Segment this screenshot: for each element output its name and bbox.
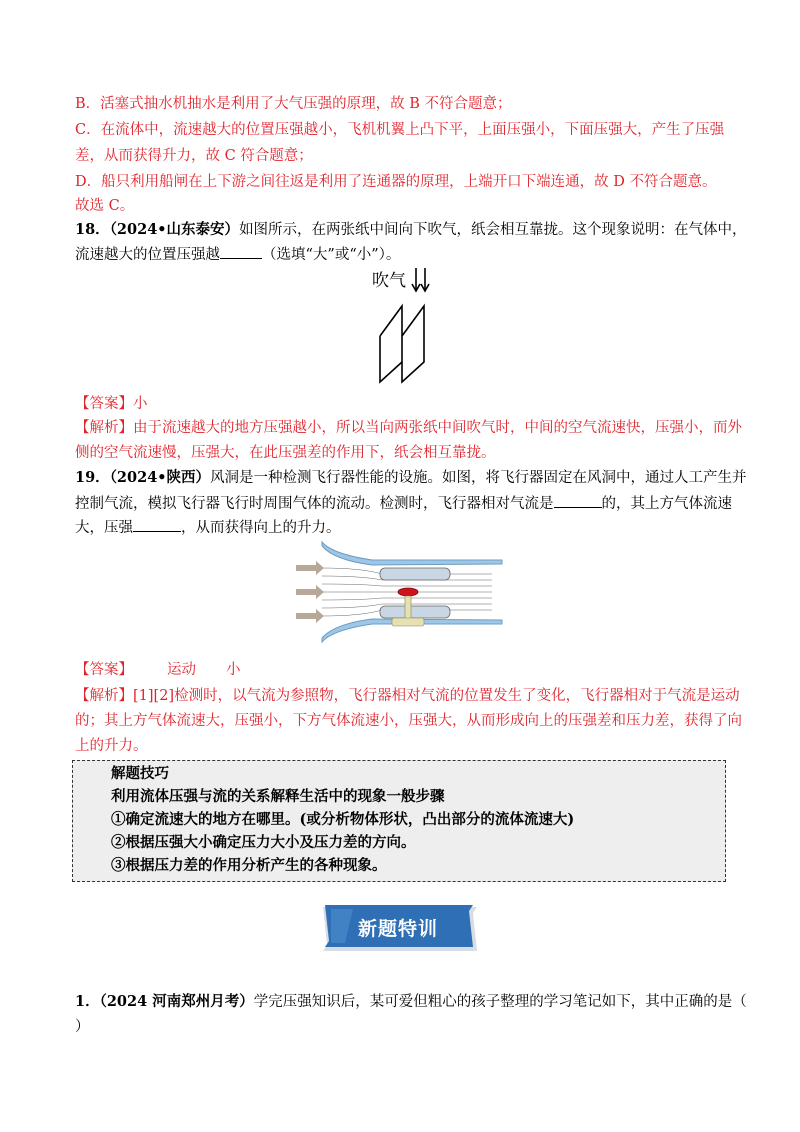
prev-option-c-line2: 差，从而获得升力，故 C 符合题意； bbox=[75, 148, 313, 164]
tunnel-top-wall bbox=[322, 542, 502, 565]
tips-step-1: ①确定流速大的地方在哪里。(或分析物体形状，凸出部分的流体流速大) bbox=[111, 811, 575, 828]
q18-analysis-tag: 【解析】 bbox=[75, 420, 133, 436]
q19-analysis-line1 bbox=[75, 686, 740, 706]
q19-source: （2024•陕西） bbox=[109, 469, 211, 486]
model-support-rod bbox=[405, 596, 411, 620]
q18-number: 18． bbox=[75, 221, 110, 238]
q19-answer-1: 运动 bbox=[167, 662, 196, 678]
q18-text-2b: （选填“大”或“小”）。 bbox=[262, 247, 401, 263]
tips-step-2: ②根据压强大小确定压力大小及压力差的方向。 bbox=[111, 834, 416, 851]
q19-analysis-tag: 【解析】 bbox=[75, 688, 133, 704]
q18-line1 bbox=[75, 220, 747, 240]
q19-analysis-line2: 的；其上方气体流速大，压强小，下方气体流速小，压强大，从而形成向上的压强差和压力差，获得了向 bbox=[75, 713, 742, 729]
q19-analysis-line3: 上的升力。 bbox=[75, 738, 148, 754]
q18-analysis-line1 bbox=[75, 418, 742, 438]
paper-right bbox=[402, 306, 424, 382]
q19-answer-tag: 【答案】 bbox=[75, 662, 133, 678]
model-support-base bbox=[392, 618, 424, 626]
tips-title: 解题技巧 bbox=[111, 765, 169, 782]
prev-choice: 故选 C。 bbox=[75, 198, 135, 214]
prev-option-b: B．活塞式抽水机抽水是利用了大气压强的原理，故 B 不符合题意； bbox=[75, 96, 512, 112]
q19-text-2b: 的，其上方气体流速 bbox=[601, 496, 732, 512]
section-banner bbox=[323, 903, 477, 955]
new-q1-line1 bbox=[75, 992, 747, 1012]
q19-analysis-1: [1][2]检测时，以气流为参照物，飞行器相对气流的位置发生了变化，飞行器相对于气流是运动 bbox=[133, 688, 740, 704]
q18-answer bbox=[75, 394, 148, 414]
new-q1-text: 学完压强知识后，某可爱但粗心的孩子整理的学习笔记如下，其中正确的是（ bbox=[253, 994, 747, 1010]
q18-line2 bbox=[75, 244, 400, 265]
tips-box bbox=[72, 760, 726, 882]
wind-tunnel-figure bbox=[292, 538, 512, 648]
q18-analysis-line2: 侧的空气流速慢，压强大，在此压强差的作用下，纸会相互靠拢。 bbox=[75, 445, 496, 461]
inflow-arrows bbox=[296, 561, 324, 623]
q18-answer-tag: 【答案】 bbox=[75, 396, 133, 412]
q19-blank-1[interactable] bbox=[554, 493, 602, 508]
banner-title: 新题特训 bbox=[357, 918, 438, 940]
new-q1-line2: ） bbox=[75, 1019, 90, 1035]
paper-left bbox=[380, 306, 402, 382]
new-q1-source: （2024 河南郑州月考） bbox=[99, 993, 254, 1010]
q19-line2 bbox=[75, 493, 732, 514]
q19-blank-2[interactable] bbox=[133, 517, 181, 532]
prev-option-c-line1: C．在流体中，流速越大的位置压强越小，飞机机翼上凸下平，上面压强小，下面压强大，产生了压强 bbox=[75, 122, 725, 138]
q18-blank[interactable] bbox=[220, 244, 262, 259]
q18-text: 如图所示，在两张纸中间向下吹气，纸会相互靠拢。这个现象说明：在气体中， bbox=[239, 222, 747, 238]
q19-answer bbox=[75, 660, 241, 680]
tips-step-3: ③根据压力差的作用分析产生的各种现象。 bbox=[111, 857, 387, 874]
prev-option-d: D．船只利用船闸在上下游之间往返是利用了连通器的原理，上端开口下端连通，故 D 不符合题意。 bbox=[75, 174, 717, 190]
q18-answer-value: 小 bbox=[133, 396, 148, 412]
q18-source: （2024•山东泰安） bbox=[109, 221, 240, 238]
q19-text-3a: 大，压强 bbox=[75, 520, 133, 536]
aircraft-model bbox=[398, 588, 418, 596]
new-q1-number: 1． bbox=[75, 993, 100, 1010]
blow-label: 吹气 bbox=[372, 271, 406, 291]
q19-text-2a: 控制气流，模拟飞行器飞行时周围气体的流动。检测时，飞行器相对气流是 bbox=[75, 496, 554, 512]
q18-analysis-1: 由于流速越大的地方压强越小，所以当向两张纸中间吹气时，中间的空气流速快，压强小，而外 bbox=[133, 420, 742, 436]
q19-text-3b: ，从而获得向上的升力。 bbox=[181, 520, 341, 536]
tunnel-upper-block bbox=[380, 568, 450, 580]
q19-line3 bbox=[75, 517, 341, 538]
q19-answer-2: 小 bbox=[226, 662, 241, 678]
q18-text-2a: 流速越大的位置压强越 bbox=[75, 247, 220, 263]
q19-text-1: 风洞是一种检测飞行器性能的设施。如图，将飞行器固定在风洞中，通过人工产生并 bbox=[210, 470, 747, 486]
tunnel-lower-block bbox=[380, 606, 450, 618]
tips-subtitle: 利用流体压强与流的关系解释生活中的现象一般步骤 bbox=[111, 788, 445, 805]
q19-number: 19． bbox=[75, 469, 110, 486]
q19-line1 bbox=[75, 468, 747, 488]
